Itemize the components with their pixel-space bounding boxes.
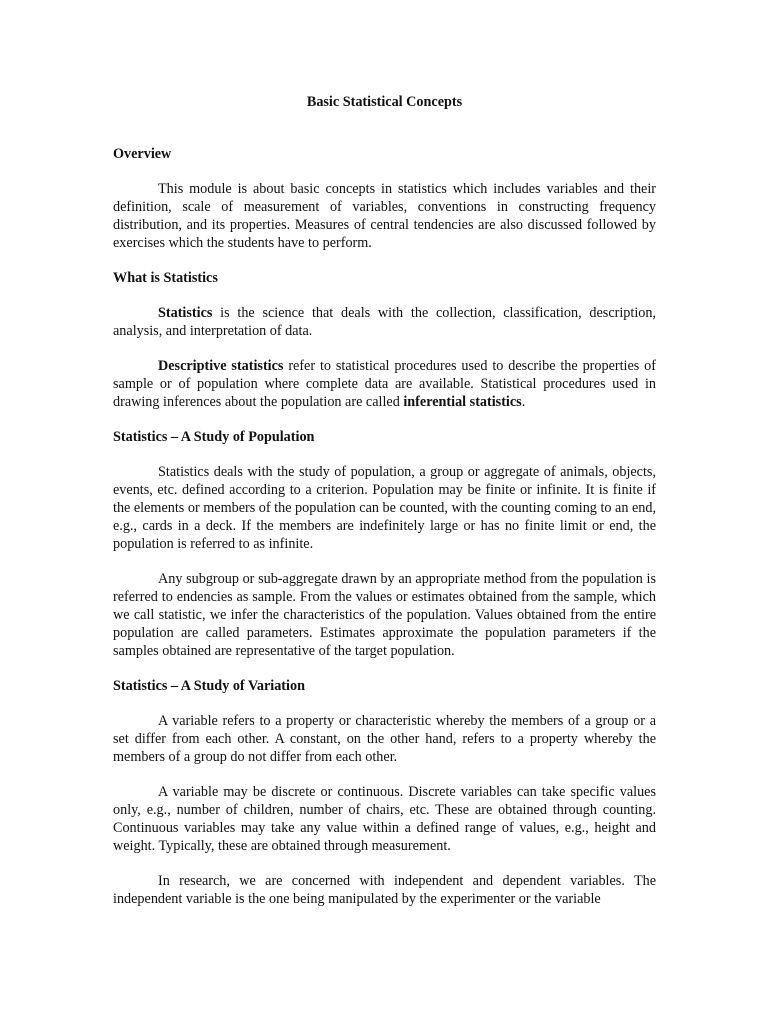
section-heading-overview: Overview	[113, 146, 172, 162]
overview-paragraph: This module is about basic concepts in statistics which includes variables and their definition, scale of measurement of variables, conventions in constructing frequency distribution, and its properties. Measures of central tendencies are also discussed followed by exercises which the students have to perform.	[113, 181, 656, 251]
variation-paragraph-3: In research, we are concerned with independent and dependent variables. The independent variable is the one being manipulated by the experimenter or the variable	[113, 873, 656, 907]
term-descriptive-statistics: Descriptive statistics	[158, 358, 284, 374]
statistics-definition-text: is the science that deals with the collection, classification, description, analysis, and interpretation of data.	[113, 305, 656, 339]
population-paragraph-1: Statistics deals with the study of population, a group or aggregate of animals, objects, events, etc. defined according to a criterion. Population may be finite or infinite. It is finite if the elements or members of the population can be counted, with the counting coming to an end, e.g., cards in a deck. If the members are indefinitely large or has no finite limit or end, the population is referred to as infinite.	[113, 464, 656, 552]
section-heading-what-is-statistics: What is Statistics	[113, 270, 218, 286]
document-page	[113, 93, 656, 908]
section-heading-study-of-variation: Statistics – A Study of Variation	[113, 678, 305, 694]
variation-paragraph-2: A variable may be discrete or continuous. Discrete variables can take specific values only, e.g., number of children, number of chairs, etc. These are obtained through counting. Continuous variables may take any value within a defined range of values, e.g., height and weight. Typically, these are obtained through measurement.	[113, 784, 656, 854]
variation-paragraph-1: A variable refers to a property or characteristic whereby the members of a group or a set differ from each other. A constant, on the other hand, refers to a property whereby the members of a group do not differ from each other.	[113, 713, 656, 765]
population-paragraph-2: Any subgroup or sub-aggregate drawn by an appropriate method from the population is referred to endencies as sample. From the values or estimates obtained from the sample, which we call statistic, we infer the characteristics of the population. Values obtained from the entire population are called parameters. Estimates approximate the population parameters if the samples obtained are representative of the target population.	[113, 571, 656, 659]
statistics-definition-paragraph	[113, 304, 656, 340]
document-title: Basic Statistical Concepts	[306, 94, 463, 110]
section-heading-study-of-population: Statistics – A Study of Population	[113, 429, 315, 445]
inferential-statistics-end: .	[521, 394, 526, 410]
term-inferential-statistics: inferential statistics	[403, 394, 522, 410]
term-statistics: Statistics	[158, 305, 213, 321]
descriptive-statistics-paragraph	[113, 357, 656, 411]
descriptive-statistics-text: refer to statistical procedures used to describe the properties of sample or of population where complete data are available. Statistical procedures used in drawing inferences about the population are called	[113, 358, 656, 410]
